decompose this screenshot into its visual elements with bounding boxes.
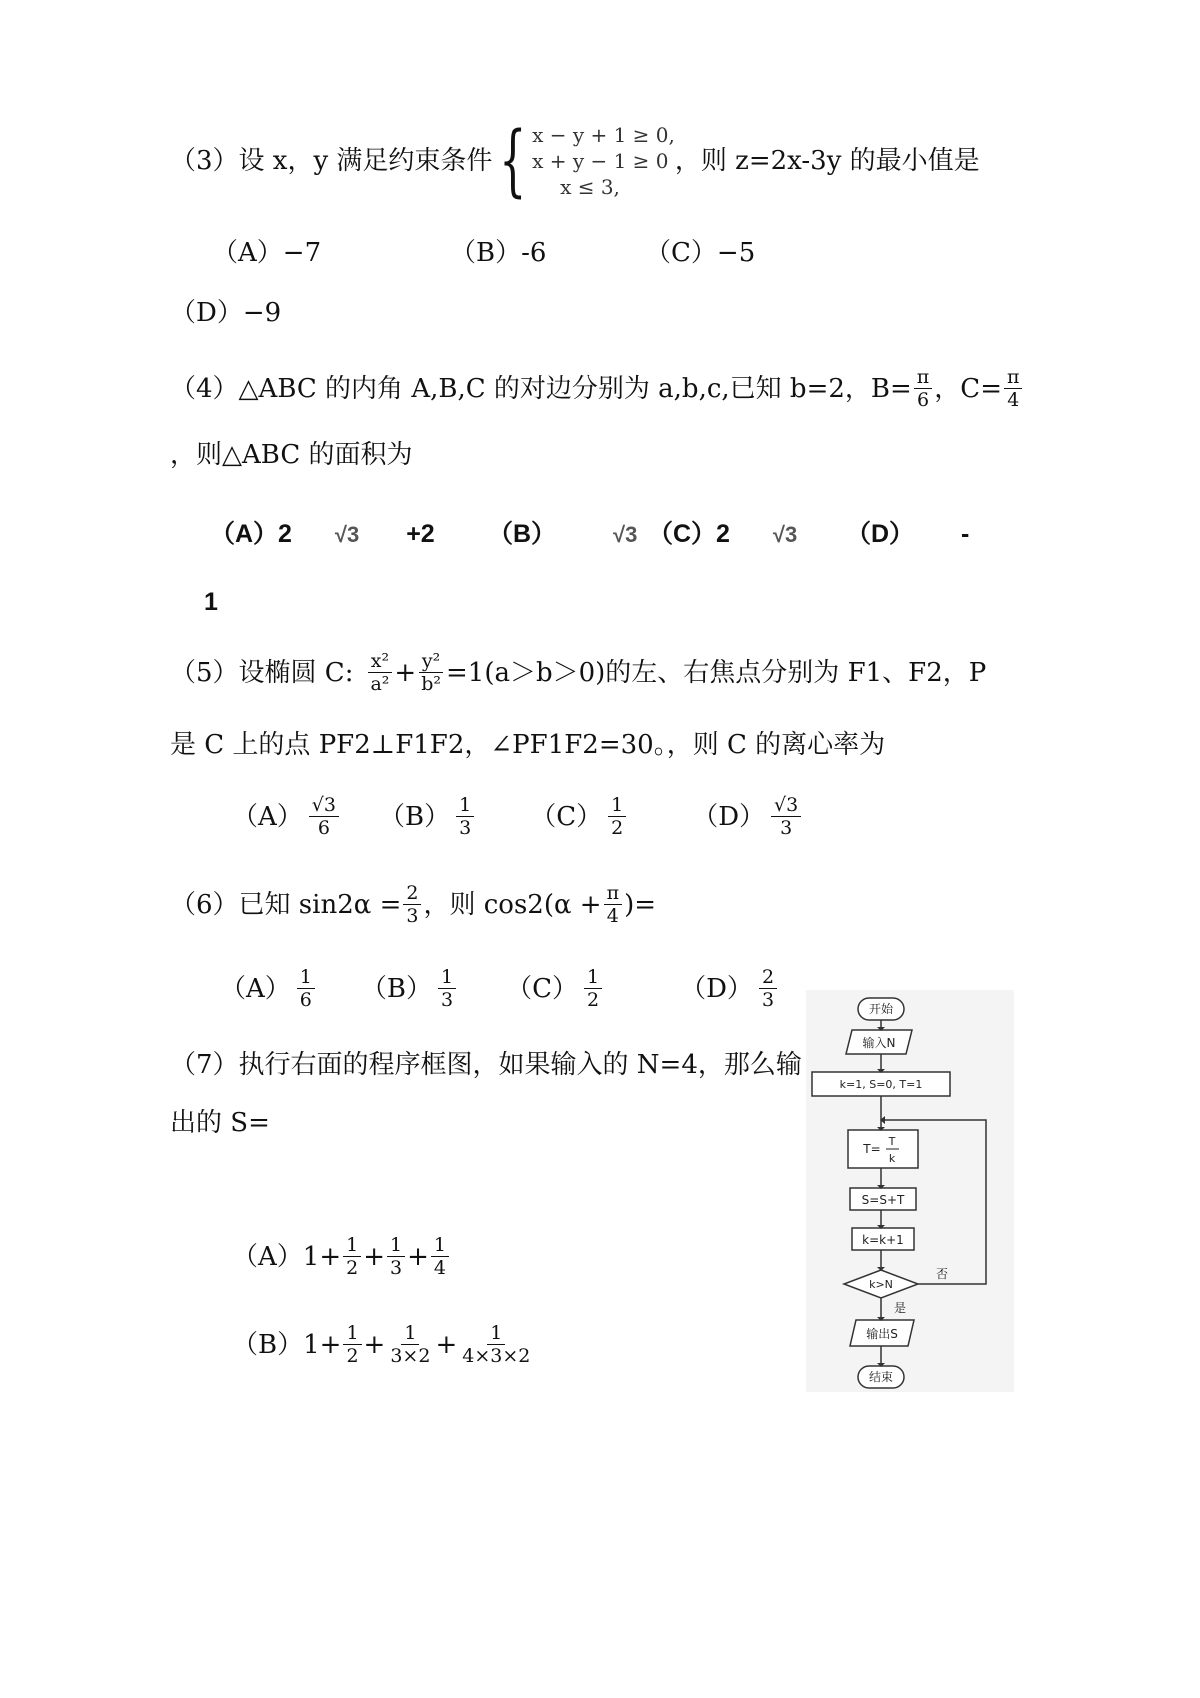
q7-a-term-1: $\frac{1}{2}$ xyxy=(343,1234,361,1279)
q5-frac-x: $\frac{\text{x²}}{\text{a²}}$ xyxy=(367,650,392,695)
q5-options: （A） $\frac{√3}{6}$ （B） $\frac{1}{3}$ （C） $\frac{1}{2}$ （D） $\frac{√3}{3}$ xyxy=(232,794,809,839)
program-flowchart xyxy=(806,990,1014,1392)
q7-b-term-3: $\frac{1}{4\times 3\times 2}$ xyxy=(462,1322,531,1367)
q4-option-b: （B） √3 xyxy=(488,520,638,548)
q6-options: （A） $\frac{1}{6}$ （B） $\frac{1}{3}$ （C） $\frac{1}{2}$ （D） $\frac{2}{3}$ xyxy=(220,966,785,1011)
q5-option-a-frac: $\frac{√3}{6}$ xyxy=(309,794,343,839)
q3-constraint-3: x ≤ 3, xyxy=(560,175,620,199)
q7-stem-line1: （7）执行右面的程序框图，如果输入的 N=4，那么输 xyxy=(170,1050,802,1080)
q3-stem xyxy=(170,116,980,206)
q5-stem-line2: 是 C 上的点 PF2⊥F1F2，∠PF1F2=30。，则 C 的离心率为 xyxy=(170,730,886,760)
q3-constraint-system xyxy=(492,116,675,206)
q7-option-b: （B） 1+ $\frac{1}{2}$ + $\frac{1}{3\times 2}$ + $\frac{1}{4\times 3\times 2}$ xyxy=(232,1322,535,1367)
q5-option-b-frac: $\frac{1}{3}$ xyxy=(456,794,478,839)
q4-c-fraction: $\frac{\pi}{4}$ xyxy=(1004,366,1023,411)
q5-stem-line1: （5）设椭圆 C: $\frac{\text{x²}}{\text{a²}}$ + $\frac{\text{y²}}{\text{b²}}$ =1(a＞b＞0)的左、右焦点分别为 F1、F2，P xyxy=(170,650,987,695)
sqrt-icon: √3 xyxy=(334,522,360,547)
flowchart-step-t xyxy=(848,1130,918,1168)
flowchart-end-label: 结束 xyxy=(868,1370,894,1384)
q7-option-a: （A） 1+ $\frac{1}{2}$ + $\frac{1}{3}$ + $\frac{1}{4}$ xyxy=(232,1234,451,1279)
plus-sign: + xyxy=(363,1241,385,1272)
flowchart-no-label: 否 xyxy=(935,1267,949,1281)
q3-option-c: （C）−5 xyxy=(645,238,756,268)
flowchart-input-label: 输入N xyxy=(862,1036,896,1050)
flowchart-step-t-den: k xyxy=(888,1152,896,1165)
flowchart-yes-label: 是 xyxy=(893,1301,907,1315)
q3-constraint-1: x − y + 1 ≥ 0, xyxy=(532,123,675,147)
q5-option-c-frac: $\frac{1}{2}$ xyxy=(608,794,630,839)
sqrt-icon: √3 xyxy=(772,522,798,547)
flowchart-step-s-label: S=S+T xyxy=(861,1193,905,1207)
q5-option-d-frac: $\frac{√3}{3}$ xyxy=(771,794,805,839)
q6-option-c-frac: $\frac{1}{2}$ xyxy=(584,966,606,1011)
q6-frac-pi: $\frac{\pi}{4}$ xyxy=(604,882,623,927)
plus-sign: + xyxy=(407,1241,429,1272)
q6-option-b-frac: $\frac{1}{3}$ xyxy=(438,966,460,1011)
flowchart-start-label: 开始 xyxy=(868,1002,894,1016)
q3-constraint-2: x + y − 1 ≥ 0 xyxy=(532,149,669,173)
q6-stem: （6）已知 sin2α = $\frac{2}{3}$ ，则 cos2(α + $\frac{\pi}{4}$ )= xyxy=(170,882,657,927)
q7-a-term-2: $\frac{1}{3}$ xyxy=(387,1234,405,1279)
q7-a-term-3: $\frac{1}{4}$ xyxy=(431,1234,449,1279)
q4-stem-line1: （4）△ABC 的内角 A,B,C 的对边分别为 a,b,c,已知 b=2，B= $\frac{\pi}{6}$ ，C= $\frac{\pi}{4}$ xyxy=(170,366,1024,411)
q3-option-b: （B）-6 xyxy=(450,238,547,268)
flowchart-condition-label: k>N xyxy=(869,1278,893,1291)
q4-option-d-wrap: 1 xyxy=(204,588,218,616)
q4-option-a: （A）2 √3 +2 xyxy=(210,520,435,548)
flowchart-step-k-label: k=k+1 xyxy=(862,1233,904,1247)
q4-option-c: （C）2 √3 xyxy=(648,520,798,548)
sqrt-icon: √3 xyxy=(613,522,638,547)
q6-frac-sin: $\frac{2}{3}$ xyxy=(403,882,421,927)
plus-sign: + xyxy=(435,1329,458,1360)
flowchart-step-t-lhs: T= xyxy=(863,1142,881,1156)
q7-b-term-1: $\frac{1}{2}$ xyxy=(343,1322,361,1367)
q3-option-d: （D）−9 xyxy=(170,298,282,328)
plus-sign: + xyxy=(363,1329,386,1360)
q4-b-fraction: $\frac{\pi}{6}$ xyxy=(914,366,933,411)
left-brace-icon: { xyxy=(499,116,527,206)
q6-option-d-frac: $\frac{2}{3}$ xyxy=(759,966,781,1011)
q4-stem-line2: ，则△ABC 的面积为 xyxy=(170,440,413,470)
q6-option-a-frac: $\frac{1}{6}$ xyxy=(297,966,319,1011)
q3-suffix: ，则 z=2x-3y 的最小值是 xyxy=(674,146,980,176)
flowchart-step-t-num: T xyxy=(888,1135,896,1148)
flowchart-output-label: 输出S xyxy=(866,1327,898,1341)
q7-b-term-2: $\frac{1}{3\times 2}$ xyxy=(390,1322,431,1367)
q4-option-d: （D） - xyxy=(846,520,970,548)
q5-frac-y: $\frac{\text{y²}}{\text{b²}}$ xyxy=(418,650,444,695)
flowchart-init-label: k=1, S=0, T=1 xyxy=(839,1078,923,1091)
q7-stem-line2: 出的 S= xyxy=(170,1108,270,1138)
q3-option-a: （A）−7 xyxy=(212,238,322,268)
q3-prefix: （3）设 x，y 满足约束条件 xyxy=(170,146,493,176)
